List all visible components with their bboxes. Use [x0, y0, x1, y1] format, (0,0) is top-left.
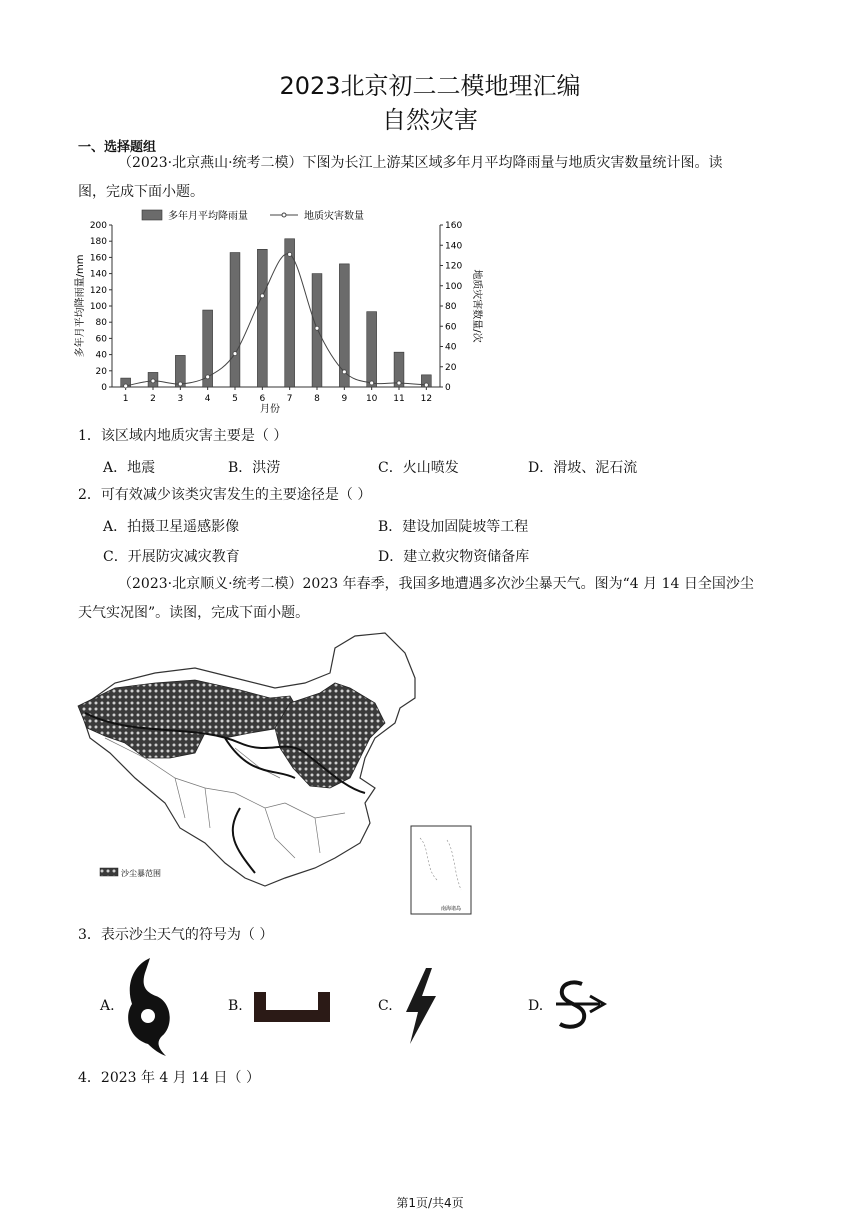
passage-1-line-2: 图，完成下面小题。	[78, 184, 204, 200]
q3-option-d-letter[interactable]: D.	[528, 998, 544, 1014]
y-right-tick-label: 40	[445, 342, 457, 353]
y-axis-right-label: 地质灾害数量/次	[471, 269, 482, 343]
y-left-tick-label: 200	[89, 221, 107, 231]
rainfall-bar	[230, 253, 240, 387]
x-tick-label: 6	[259, 394, 266, 404]
x-tick-label: 9	[341, 394, 348, 404]
section-heading: 一、选择题组	[78, 140, 157, 155]
question-4-stem: 4．2023 年 4 月 14 日（ ）	[78, 1070, 260, 1086]
x-tick-label: 5	[232, 394, 238, 404]
page-title: 2023北京初二二模地理汇编	[279, 72, 581, 100]
q2-option-c[interactable]: C．开展防灾减灾教育	[103, 549, 240, 565]
x-tick-label: 7	[286, 394, 293, 404]
sandstorm-map	[75, 628, 475, 918]
y-left-tick-label: 0	[101, 383, 107, 393]
page-footer: 第1页/共4页	[396, 1196, 464, 1210]
y-left-tick-label: 100	[89, 302, 107, 312]
disaster-count-point	[260, 294, 264, 298]
rainfall-bar	[367, 312, 377, 387]
legend-bar-swatch	[142, 210, 162, 220]
q3-option-a-letter[interactable]: A.	[100, 998, 115, 1014]
disaster-count-point	[233, 352, 237, 356]
y-right-tick-label: 0	[445, 383, 451, 393]
chart-legend	[142, 209, 364, 222]
y-right-tick-label: 100	[445, 281, 463, 292]
x-axis-label: 月份	[260, 404, 280, 415]
legend-bar-label: 多年月平均降雨量	[168, 211, 248, 222]
rainfall-bar	[285, 239, 295, 387]
inset-label: 南海诸岛	[440, 906, 462, 912]
passage-2-line-1: （2023·北京顺义·统考二模）2023 年春季，我国多地遭遇多次沙尘暴天气。图为“4 月 14 日全国沙尘	[118, 576, 754, 592]
q2-option-b[interactable]: B．建设加固陡坡等工程	[378, 519, 529, 535]
y-right-tick-label: 60	[445, 322, 457, 333]
q1-option-d[interactable]: D．滑坡、泥石流	[528, 460, 638, 476]
rainfall-bar	[257, 249, 267, 387]
disaster-count-line	[126, 254, 427, 386]
disaster-count-point	[315, 326, 319, 330]
q2-option-d[interactable]: D．建立救灾物资储备库	[378, 549, 530, 565]
y-left-tick-label: 80	[95, 318, 107, 329]
y-left-tick-label: 120	[89, 285, 107, 296]
q3-option-c-letter[interactable]: C.	[378, 998, 393, 1014]
y-axis-left-label: 多年月平均降雨量/mm	[75, 254, 86, 358]
question-2-stem: 2．可有效减少该类灾害发生的主要途径是（ ）	[78, 487, 372, 503]
y-right-tick-label: 160	[445, 221, 463, 231]
q1-option-b[interactable]: B．洪涝	[228, 460, 281, 476]
disaster-count-point	[370, 381, 374, 385]
x-tick-label: 10	[365, 394, 378, 404]
y-left-tick-label: 20	[95, 366, 107, 377]
x-tick-label: 12	[420, 394, 433, 404]
x-tick-label: 1	[122, 394, 129, 404]
y-right-tick-label: 120	[445, 261, 463, 272]
y-left-tick-label: 40	[95, 350, 107, 361]
x-tick-label: 2	[150, 394, 156, 404]
y-left-tick-label: 140	[89, 269, 107, 280]
disaster-count-point	[206, 375, 210, 379]
x-tick-label: 11	[393, 394, 405, 404]
x-tick-label: 3	[177, 394, 184, 404]
disaster-count-point	[342, 370, 346, 374]
sandstorm-icon[interactable]	[552, 976, 612, 1036]
disaster-count-point	[424, 383, 428, 387]
china-outline	[80, 633, 415, 886]
rainfall-disaster-chart	[70, 205, 490, 420]
legend-line-marker	[282, 213, 286, 217]
y-right-tick-label: 140	[445, 241, 463, 252]
legend-line-label: 地质灾害数量	[304, 211, 364, 222]
south-china-sea-inset	[411, 826, 471, 914]
y-right-tick-label: 20	[445, 362, 457, 373]
disaster-count-point	[397, 381, 401, 385]
y-right-tick-label: 80	[445, 302, 457, 312]
map-legend-swatch	[100, 868, 118, 876]
question-1-stem: 1．该区域内地质灾害主要是（ ）	[78, 428, 288, 444]
disaster-count-point	[178, 382, 182, 386]
q2-option-a[interactable]: A．拍摄卫星遥感影像	[103, 519, 240, 535]
x-tick-label: 4	[204, 394, 211, 404]
page-subtitle: 自然灾害	[382, 106, 478, 134]
q1-option-c[interactable]: C．火山喷发	[378, 460, 459, 476]
passage-2-line-2: 天气实况图”。读图，完成下面小题。	[78, 605, 310, 621]
passage-1-line-1: （2023·北京燕山·统考二模）下图为长江上游某区域多年月平均降雨量与地质灾害数量统计图。读	[118, 155, 723, 171]
disaster-count-point	[151, 379, 155, 383]
typhoon-icon[interactable]	[118, 956, 178, 1056]
x-tick-label: 8	[314, 394, 320, 404]
y-left-tick-label: 180	[89, 237, 107, 248]
y-left-tick-label: 60	[95, 334, 107, 345]
lightning-icon[interactable]	[400, 966, 440, 1046]
trough-icon[interactable]	[252, 990, 332, 1024]
question-3-stem: 3．表示沙尘天气的符号为（ ）	[78, 927, 274, 943]
disaster-count-point	[124, 384, 128, 388]
q3-option-b-letter[interactable]: B.	[228, 998, 243, 1014]
q1-option-a[interactable]: A．地震	[103, 460, 156, 476]
y-left-tick-label: 160	[89, 253, 107, 264]
disaster-count-point	[288, 252, 292, 256]
map-legend-label: 沙尘暴范围	[121, 869, 161, 878]
